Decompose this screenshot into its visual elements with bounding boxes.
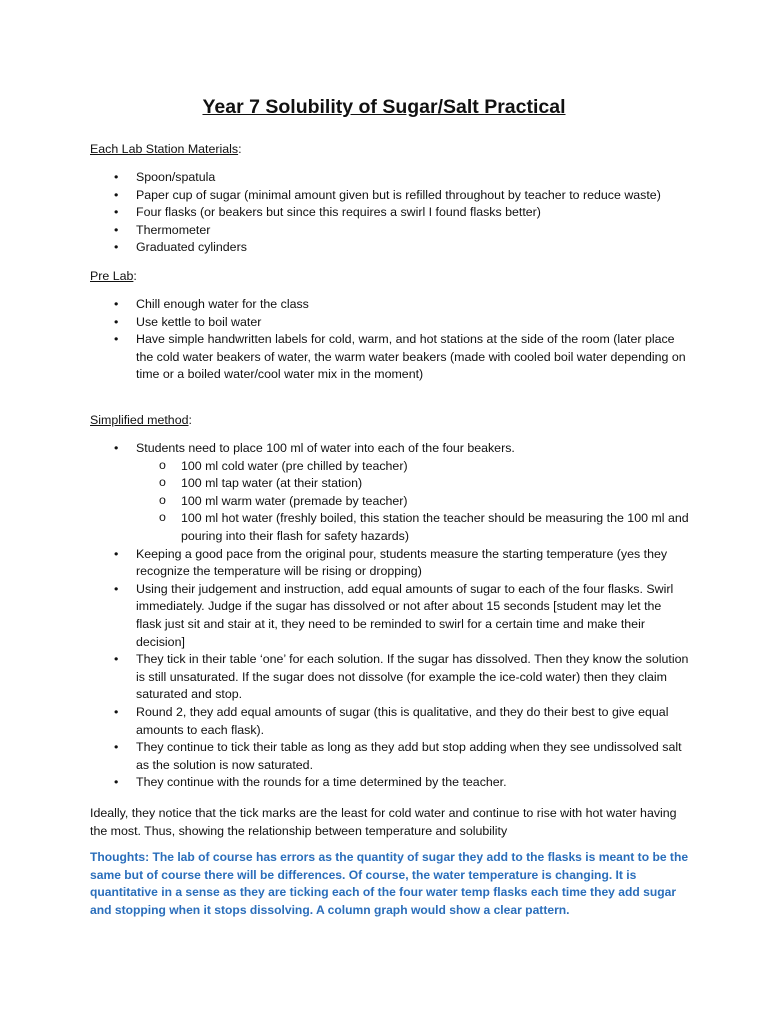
- prelab-heading-text: Pre Lab: [90, 269, 134, 283]
- list-item: • Have simple handwritten labels for cold, warm, and hot stations at the side of the room (later place the cold water beakers of water, the warm water beakers (made with cooled boil water depending on time or a boiled water/cool water mix in the moment): [90, 331, 690, 384]
- method-heading-colon: :: [188, 413, 192, 427]
- sublist-item: o 100 ml tap water (at their station): [136, 475, 690, 493]
- document-title: Year 7 Solubility of Sugar/Salt Practical: [202, 96, 566, 118]
- method-list: [90, 440, 690, 792]
- materials-list: [90, 169, 690, 257]
- list-item: • Round 2, they add equal amounts of sugar (this is qualitative, and they do their best to give equal amounts to each flask).: [90, 704, 690, 739]
- sublist-item: o 100 ml hot water (freshly boiled, this station the teacher should be measuring the 100 ml and pouring into their flash for safety hazards): [136, 510, 690, 545]
- list-item: • Thermometer: [90, 222, 690, 240]
- thoughts-paragraph: Thoughts: The lab of course has errors as the quantity of sugar they add to the flasks is meant to be the same but of course there will be differences. Of course, the water temperature is changing. It is quantitative in a sense as they are ticking each of the four water temp flasks each time they add sugar and stopping when it stops dissolving. A column graph would show a clear pattern.: [90, 850, 689, 917]
- list-item: • Use kettle to boil water: [90, 314, 690, 332]
- list-item: • Graduated cylinders: [90, 239, 690, 257]
- prelab-list-block: [90, 296, 690, 384]
- materials-heading: [90, 141, 242, 159]
- conclusion-paragraph-block: [90, 805, 690, 840]
- list-item: • They tick in their table ‘one’ for each solution. If the sugar has dissolved. Then they know the solution is still unsaturated. If the sugar does not dissolve (for example the ice-cold water) then they claim saturated and stop.: [90, 651, 690, 704]
- list-item: • Chill enough water for the class: [90, 296, 690, 314]
- list-item: • They continue with the rounds for a time determined by the teacher.: [90, 774, 690, 792]
- prelab-list: [90, 296, 690, 384]
- list-item: • They continue to tick their table as long as they add but stop adding when they see undissolved salt as the solution is now saturated.: [90, 739, 690, 774]
- method-heading-text: Simplified method: [90, 413, 189, 427]
- prelab-heading: [90, 268, 137, 286]
- list-item: • Spoon/spatula: [90, 169, 690, 187]
- list-item: • Using their judgement and instruction, add equal amounts of sugar to each of the four flasks. Swirl immediately. Judge if the sugar has dissolved or not after about 15 seconds [student may let the flask just sit and stair at it, they need to be reminded to swirl for a certain time and make their decision]: [90, 581, 690, 651]
- materials-heading-text: Each Lab Station Materials: [90, 142, 239, 156]
- list-item: • Paper cup of sugar (minimal amount given but is refilled throughout by teacher to reduce waste): [90, 187, 690, 205]
- conclusion-paragraph: Ideally, they notice that the tick marks are the least for cold water and continue to rise with hot water having the most. Thus, showing the relationship between temperature and solubility: [90, 806, 677, 838]
- sublist-item: o 100 ml warm water (premade by teacher): [136, 493, 690, 511]
- sublist-item: o 100 ml cold water (pre chilled by teacher): [136, 458, 690, 476]
- method-heading: [90, 412, 192, 430]
- list-item: • Keeping a good pace from the original pour, students measure the starting temperature (yes they recognize the temperature will be rising or dropping): [90, 546, 690, 581]
- method-first-item-text: Students need to place 100 ml of water into each of the four beakers.: [136, 441, 515, 455]
- list-item: [90, 440, 690, 546]
- materials-list-block: [90, 169, 690, 257]
- method-list-block: [90, 440, 690, 792]
- thoughts-paragraph-block: [90, 849, 690, 919]
- water-sublist: [136, 458, 690, 546]
- list-item: • Four flasks (or beakers but since this requires a swirl I found flasks better): [90, 204, 690, 222]
- prelab-heading-colon: :: [133, 269, 137, 283]
- materials-heading-colon: :: [238, 142, 242, 156]
